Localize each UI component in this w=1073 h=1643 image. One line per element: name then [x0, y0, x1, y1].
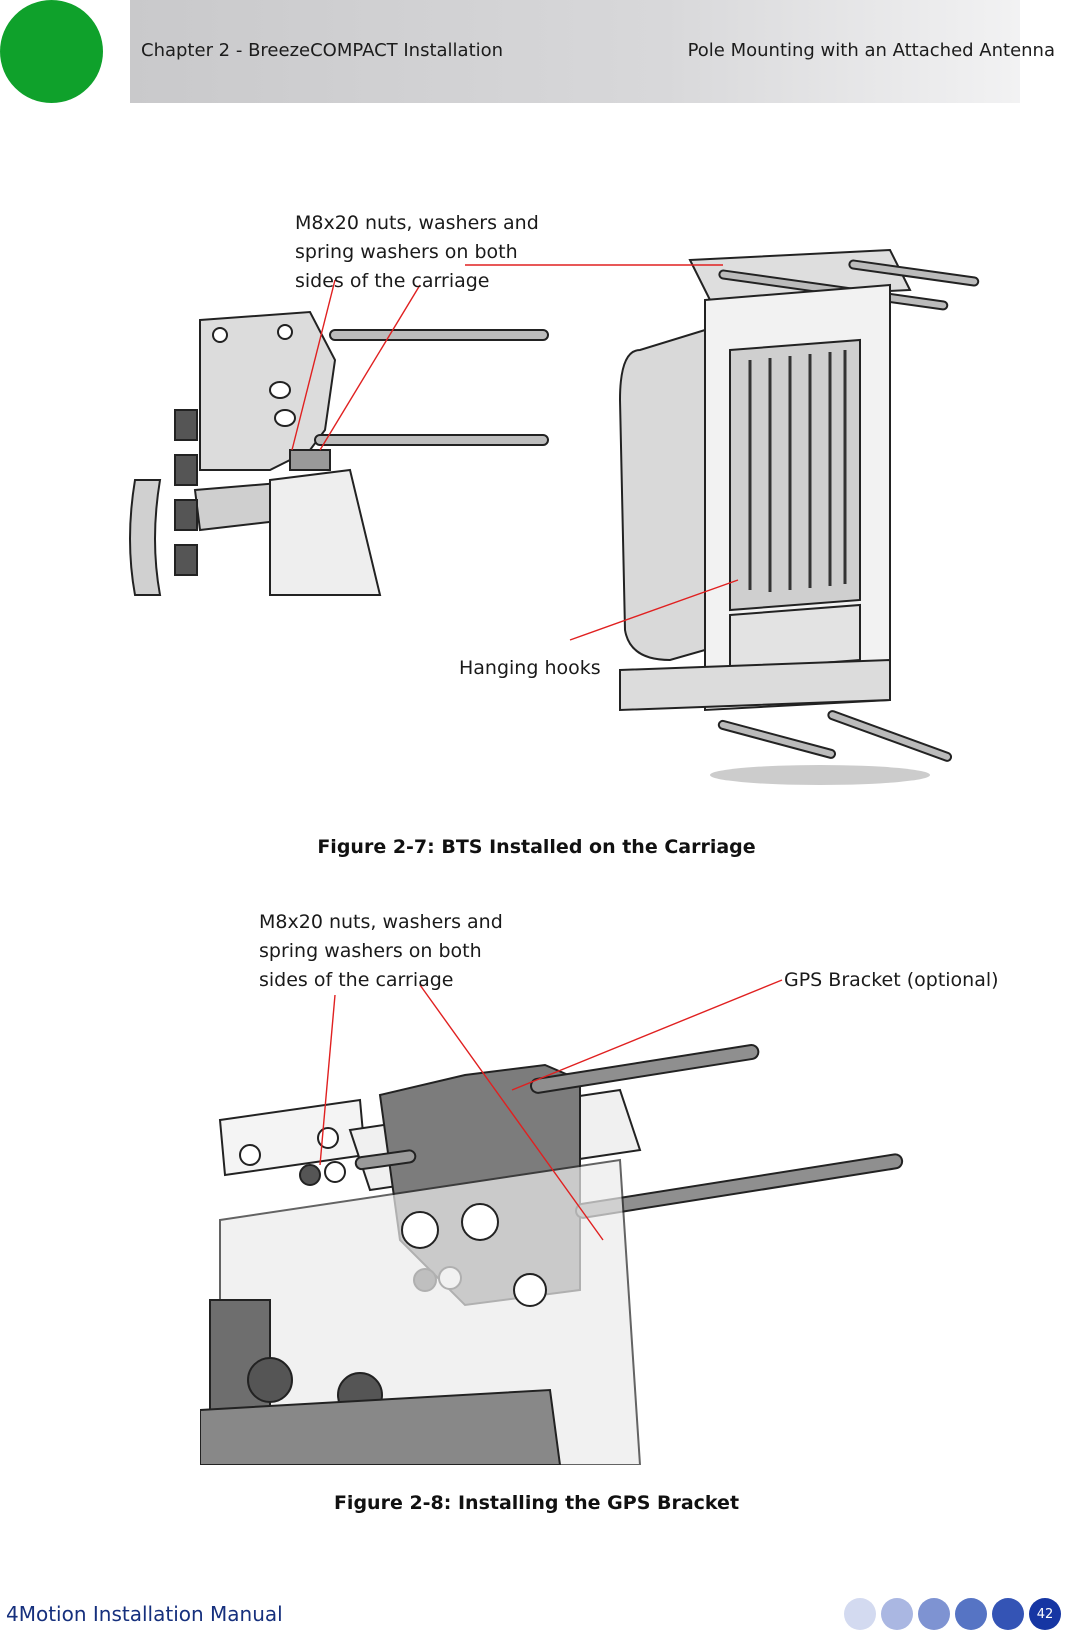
header-section-title: Pole Mounting with an Attached Antenna: [687, 40, 1055, 61]
bts-unit-view: [620, 250, 979, 785]
figure1-caption: Figure 2-7: BTS Installed on the Carriage: [317, 836, 756, 858]
decor-dot-1: [844, 1598, 876, 1630]
chapter-marker-circle: [0, 0, 103, 103]
figure1-callout-nuts-line3: sides of the carriage: [295, 270, 490, 292]
figure1-callout-nuts-line1: M8x20 nuts, washers and: [295, 212, 539, 234]
decor-dot-3: [918, 1598, 950, 1630]
figure-bts-on-carriage: [120, 240, 1020, 820]
figure2-callout-nuts: [259, 908, 503, 995]
footer-manual-title: 4Motion Installation Manual: [6, 1602, 283, 1626]
carriage-detail-view: [130, 312, 548, 595]
decor-dot-5: [992, 1598, 1024, 1630]
figure2-caption: Figure 2-8: Installing the GPS Bracket: [333, 1492, 740, 1514]
decor-dot-2: [881, 1598, 913, 1630]
decor-dot-4: [955, 1598, 987, 1630]
figure2-callout-gps: GPS Bracket (optional): [784, 969, 999, 991]
figure1-callout-nuts-line2: spring washers on both: [295, 241, 518, 263]
figure2-callout-nuts-line3: sides of the carriage: [259, 969, 454, 991]
figure2-callout-nuts-line1: M8x20 nuts, washers and: [259, 911, 503, 933]
figure2-callout-nuts-line2: spring washers on both: [259, 940, 482, 962]
footer-page-dots: [844, 1598, 1061, 1630]
gps-bracket-view: [200, 1044, 903, 1465]
figure-gps-bracket: [200, 960, 980, 1465]
figure1-callout-nuts: [295, 209, 539, 296]
figure1-callout-hooks: Hanging hooks: [459, 657, 601, 679]
header-chapter-title: Chapter 2 - BreezeCOMPACT Installation: [141, 40, 504, 61]
page-number: 42: [1029, 1598, 1061, 1630]
